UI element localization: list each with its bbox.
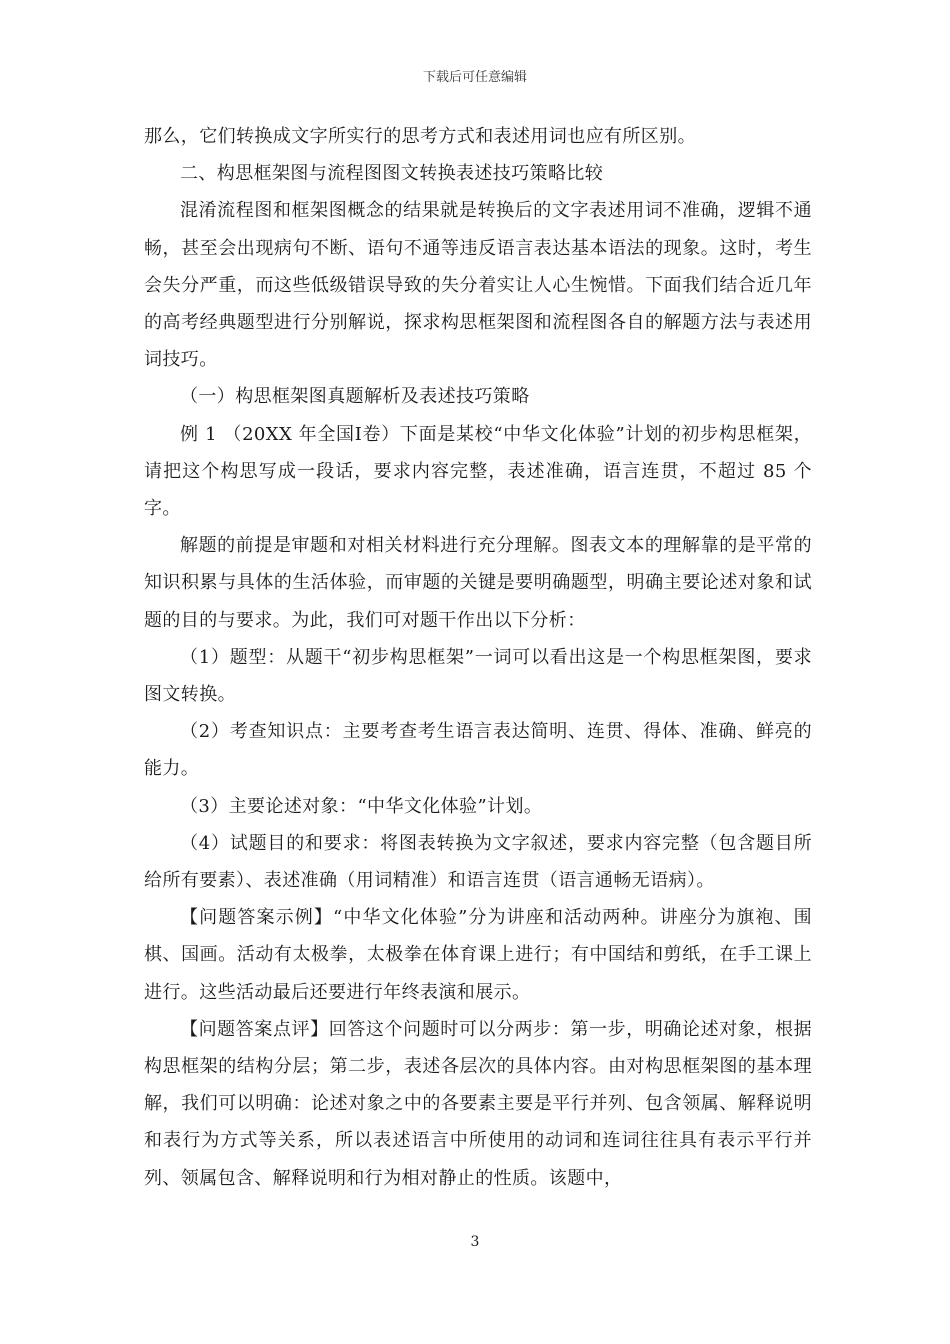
subsection-heading: （一）构思框架图真题解析及表述技巧策略 [180, 386, 530, 408]
list-item: （3）主要论述对象：“中华文化体验”计划。 [180, 795, 543, 817]
paragraph-intro: 混淆流程图和框架图概念的结果就是转换后的文字表述用词不准确，逻辑不通畅，甚至会出现病句不断、语句不通等违反语言表达基本语法的现象。这时，考生会失分严重，而这些低级错误导致的失分着实让人心生惋惜。下面我们结合近几年的高考经典题型进行分别解说，探求构思框架图和流程图各自的解题方法与表述用词技巧。 [144, 200, 812, 371]
list-item: （4）试题目的和要求：将图表转换为文字叙述，要求内容完整（包含题目所给所有要素）、表述准确（用词精准）和语言连贯（语言通畅无语病）。 [144, 832, 812, 892]
document-body [144, 118, 812, 1197]
answer-commentary: 【问题答案点评】回答这个问题时可以分两步：第一步，明确论述对象，根据构思框架的结构分层；第二步，表述各层次的具体内容。由对构思框架图的基本理解，我们可以明确：论述对象之中的各要素主要是平行并列、包含领属、解释说明和表行为方式等关系，所以表述语言中所使用的动词和连词往往具有表示平行并列、领属包含、解释说明和行为相对静止的性质。该题中， [144, 1018, 812, 1189]
list-item: （1）题型：从题干“初步构思框架”一词可以看出这是一个构思框架图，要求图文转换。 [144, 646, 812, 706]
paragraph-example: 例 1 （20XX 年全国Ⅰ卷）下面是某校“中华文化体验”计划的初步构思框架，请把这个构思写成一段话，要求内容完整，表述准确，语言连贯，不超过 85 个字。 [144, 423, 812, 520]
page-header: 下载后可任意编辑 [422, 70, 527, 85]
answer-example: 【问题答案示例】“中华文化体验”分为讲座和活动两种。讲座分为旗袍、围棋、国画。活动有太极拳，太极拳在体育课上进行；有中国结和剪纸，在手工课上进行。这些活动最后还要进行年终表演和展示。 [144, 907, 812, 1003]
section-heading: 二、构思框架图与流程图图文转换表述技巧策略比较 [180, 163, 604, 185]
paragraph-continuation: 那么，它们转换成文字所实行的思考方式和表述用词也应有所区别。 [144, 126, 696, 147]
page-number: 3 [470, 1234, 480, 1250]
paragraph-analysis: 解题的前提是审题和对相关材料进行充分理解。图表文本的理解靠的是平常的知识积累与具体的生活体验，而审题的关键是要明确题型，明确主要论述对象和试题的目的与要求。为此，我们可对题干作出以下分析： [144, 535, 812, 631]
list-item: （2）考查知识点：主要考查考生语言表达简明、连贯、得体、准确、鲜亮的能力。 [144, 721, 812, 780]
